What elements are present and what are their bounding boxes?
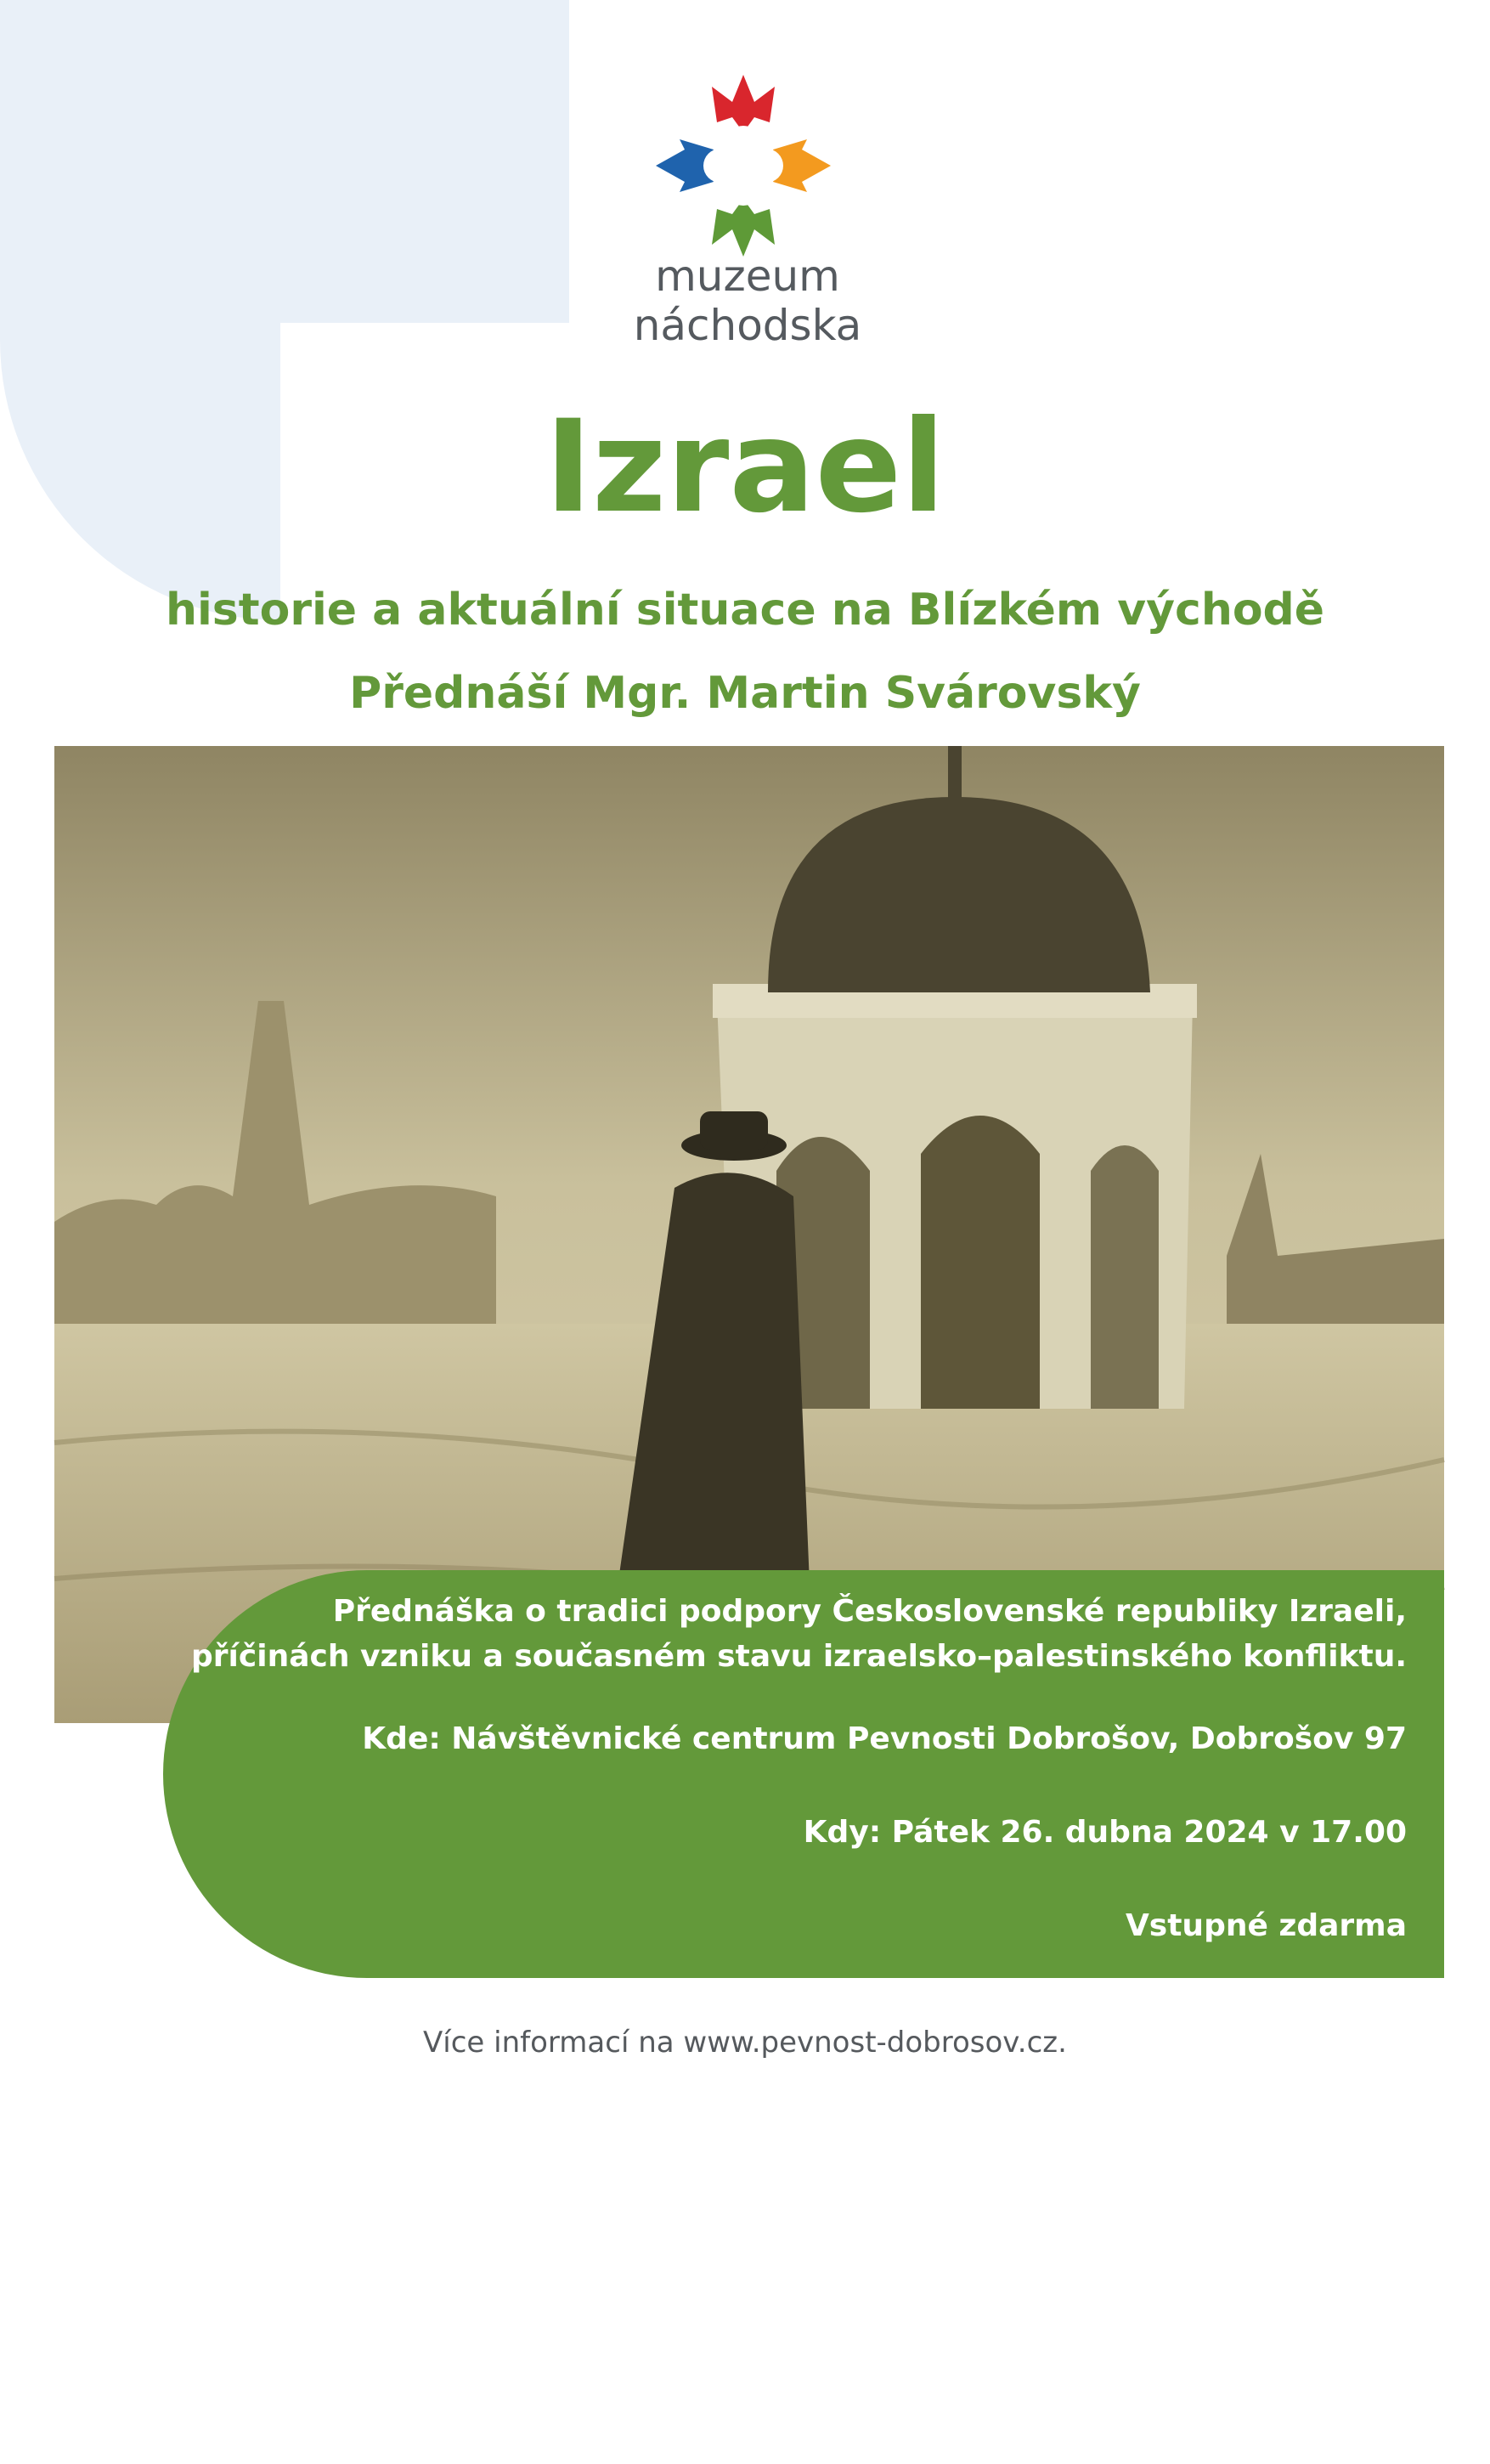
info-box: [163, 1570, 1444, 1978]
event-title: Izrael: [545, 393, 945, 541]
museum-name-line2: náchodska: [633, 301, 862, 350]
event-description: [191, 1589, 1407, 1679]
event-date-time: Kdy: Pátek 26. dubna 2024 v 17.00: [803, 1815, 1407, 1850]
event-place: Kde: Návštěvnické centrum Pevnosti Dobrošov, Dobrošov 97: [362, 1721, 1407, 1756]
description-line-1: Přednáška o tradici podpory Československé republiky Izraeli,: [332, 1594, 1407, 1629]
museum-name: [586, 251, 909, 350]
description-line-2: příčinách vzniku a současném stavu izraelsko–palestinského konfliktu.: [191, 1639, 1407, 1674]
lecturer-line: Přednáší Mgr. Martin Svárovský: [349, 668, 1141, 719]
footer-more-info: Více informací na www.pevnost-dobrosov.cz.: [423, 2026, 1067, 2060]
museum-logo-icon: [646, 68, 841, 263]
museum-name-line1: muzeum: [655, 251, 840, 301]
event-subtitle: historie a aktuální situace na Blízkém východě: [165, 585, 1325, 636]
entry-fee: Vstupné zdarma: [1125, 1908, 1407, 1943]
photo-credit: Foto MÚA, AÚTGM: [110, 2452, 203, 2464]
